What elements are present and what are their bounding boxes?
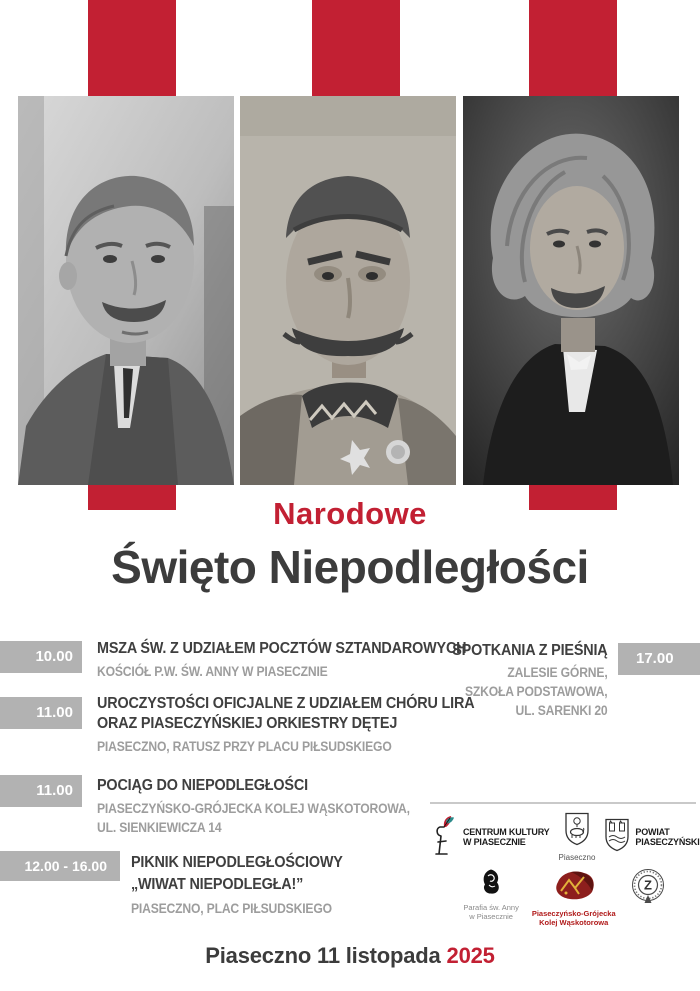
- powiat-coat-of-arms-icon: [604, 818, 630, 857]
- event-location: UL. SIENKIEWICZA 14: [97, 820, 222, 835]
- partner-piaseczno: [559, 812, 596, 862]
- seal-letter: Z: [643, 877, 652, 893]
- partners-row-2: [452, 868, 678, 927]
- footer-date: [0, 941, 700, 971]
- time-badge: 11.00: [0, 697, 82, 729]
- piaseczno-coat-of-arms-icon: [564, 812, 590, 851]
- time-badge: 10.00: [0, 641, 82, 673]
- event-title: PIKNIK NIEPODLEGŁOŚCIOWY: [131, 854, 343, 871]
- caption-line: Kolej Wąskotorowa: [539, 918, 609, 927]
- kolej-logo-icon: [551, 868, 597, 907]
- partner-seal: [629, 868, 667, 911]
- poster-title: Święto Niepodległości: [111, 541, 589, 593]
- partners-row-1: [430, 812, 700, 862]
- event-title: „WIWAT NIEPODLEGŁA!”: [131, 876, 304, 893]
- caption-line: Parafia św. Anny: [463, 903, 519, 912]
- label-line: PIASECZYŃSKI: [635, 837, 700, 847]
- partner-powiat: [604, 818, 699, 857]
- event-msza: [97, 639, 466, 681]
- time-badge: 11.00: [0, 775, 82, 807]
- flag-stripe-right: [529, 0, 617, 96]
- parafia-caption: [463, 903, 518, 921]
- portrait-photo-pilsudski: [240, 96, 456, 485]
- piaseczno-caption: Piaseczno: [558, 853, 596, 862]
- centrum-kultury-label: [463, 827, 550, 848]
- event-location: ZALESIE GÓRNE,: [507, 665, 608, 680]
- flag-stripe-center: [312, 0, 400, 96]
- event-piknik: [131, 852, 343, 918]
- partners-divider: [430, 802, 696, 804]
- powiat-label: [635, 827, 699, 848]
- label-line: CENTRUM KULTURY: [463, 826, 550, 837]
- poster-kicker: Narodowe: [273, 496, 427, 531]
- partner-centrum-kultury: [430, 814, 550, 861]
- portrait-photo-paderewski: [463, 96, 679, 485]
- event-location: UL. SARENKI 20: [515, 703, 608, 718]
- time-badge: 12.00 - 16.00: [0, 851, 120, 881]
- footer-place-date: Piaseczno 11 listopada: [205, 943, 441, 968]
- event-title: MSZA ŚW. Z UDZIAŁEM POCZTÓW SZTANDAROWYCH: [97, 640, 467, 657]
- event-location: PIASECZYŃSKO-GRÓJECKA KOLEJ WĄSKOTOROWA,: [97, 801, 410, 816]
- event-title: POCIĄG DO NIEPODLEGŁOŚCI: [97, 777, 308, 794]
- kolej-caption: [532, 909, 616, 927]
- caption-line: w Piasecznie: [469, 912, 513, 921]
- event-pociag: [97, 776, 410, 837]
- event-title: SPOTKANIA Z PIEŚNIĄ: [452, 642, 608, 659]
- partner-kolej: [532, 868, 616, 927]
- label-line: W PIASECZNIE: [463, 837, 526, 847]
- label-line: POWIAT: [635, 826, 670, 837]
- caption-line: Piaseczyńsko-Grójecka: [531, 909, 616, 918]
- footer-year: 2025: [446, 943, 495, 968]
- event-title: UROCZYSTOŚCI OFICJALNE Z UDZIAŁEM CHÓRU LIRA: [97, 695, 475, 712]
- partner-parafia: [463, 868, 518, 921]
- time-badge: 17.00: [618, 643, 700, 675]
- event-location: SZKOŁA PODSTAWOWA,: [465, 684, 608, 699]
- parafia-logo-icon: [479, 868, 503, 901]
- seal-logo-icon: [629, 868, 667, 911]
- event-uroczystosci: [97, 694, 474, 756]
- event-location: PIASECZNO, RATUSZ PRZY PLACU PIŁSUDSKIEGO: [97, 739, 392, 754]
- event-location: PIASECZNO, PLAC PIŁSUDSKIEGO: [131, 901, 332, 916]
- event-location: KOŚCIÓŁ P.W. ŚW. ANNY W PIASECZNIE: [97, 664, 328, 679]
- event-spotkania: [453, 641, 608, 720]
- flag-stripe-left: [88, 0, 176, 96]
- event-title: ORAZ PIASECZYŃSKIEJ ORKIESTRY DĘTEJ: [97, 715, 398, 732]
- portrait-photo-witos: [18, 96, 234, 485]
- centrum-kultury-logo-icon: [430, 814, 458, 861]
